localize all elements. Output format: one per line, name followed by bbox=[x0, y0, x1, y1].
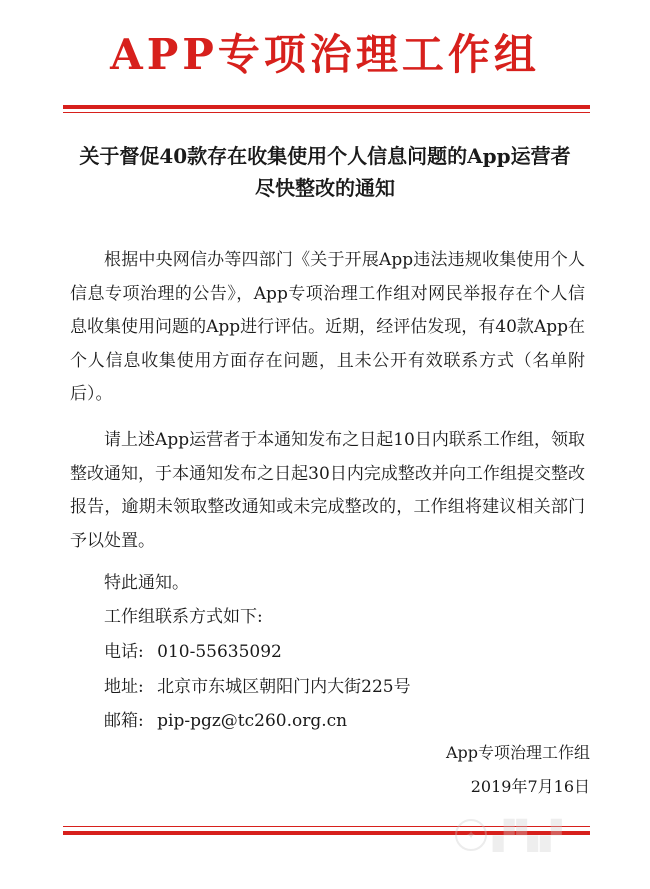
contact-heading: 工作组联系方式如下: bbox=[104, 607, 263, 627]
header-divider-thin bbox=[63, 112, 590, 113]
address-row bbox=[104, 672, 411, 697]
phone-label: 电话: bbox=[104, 642, 144, 662]
body-paragraph-1: 根据中央网信办等四部门《关于开展App违法违规收集使用个人信息专项治理的公告》，App专项治理工作组对网民举报存在个人信息收集使用问题的App进行评估。近期，经评估发现，有40款App在个人信息收集使用方面存在问题，且未公开有效联系方式（名单附后）。 bbox=[70, 250, 585, 404]
email-row bbox=[104, 706, 347, 731]
phone-value: 010-55635092 bbox=[157, 642, 282, 662]
email-value[interactable]: pip-pgz@tc260.org.cn bbox=[157, 711, 348, 731]
org-header-title: APP专项治理工作组 bbox=[110, 30, 540, 79]
closing-line: 特此通知。 bbox=[104, 573, 189, 593]
document-title-line-1: 关于督促40款存在收集使用个人信息问题的App运营者 bbox=[79, 144, 571, 168]
email-label: 邮箱: bbox=[104, 711, 144, 731]
watermark bbox=[455, 815, 625, 855]
document-title-line-2: 尽快整改的通知 bbox=[255, 176, 395, 200]
watermark-glyphs: ▞▚▞ bbox=[493, 818, 564, 852]
address-label: 地址: bbox=[104, 677, 144, 697]
signature-date: 2019年7月16日 bbox=[470, 777, 590, 796]
phone-row bbox=[104, 637, 282, 662]
header-divider-thick bbox=[63, 105, 590, 109]
signature-org: App专项治理工作组 bbox=[445, 743, 590, 762]
body-paragraph-2: 请上述App运营者于本通知发布之日起10日内联系工作组，领取整改通知，于本通知发布之日起30日内完成整改并向工作组提交整改报告，逾期未领取整改通知或未完成整改的，工作组将建议相关部门予以处置。 bbox=[70, 430, 585, 551]
address-value: 北京市东城区朝阳门内大街225号 bbox=[157, 677, 411, 697]
emblem-icon: ✦ bbox=[455, 819, 487, 851]
